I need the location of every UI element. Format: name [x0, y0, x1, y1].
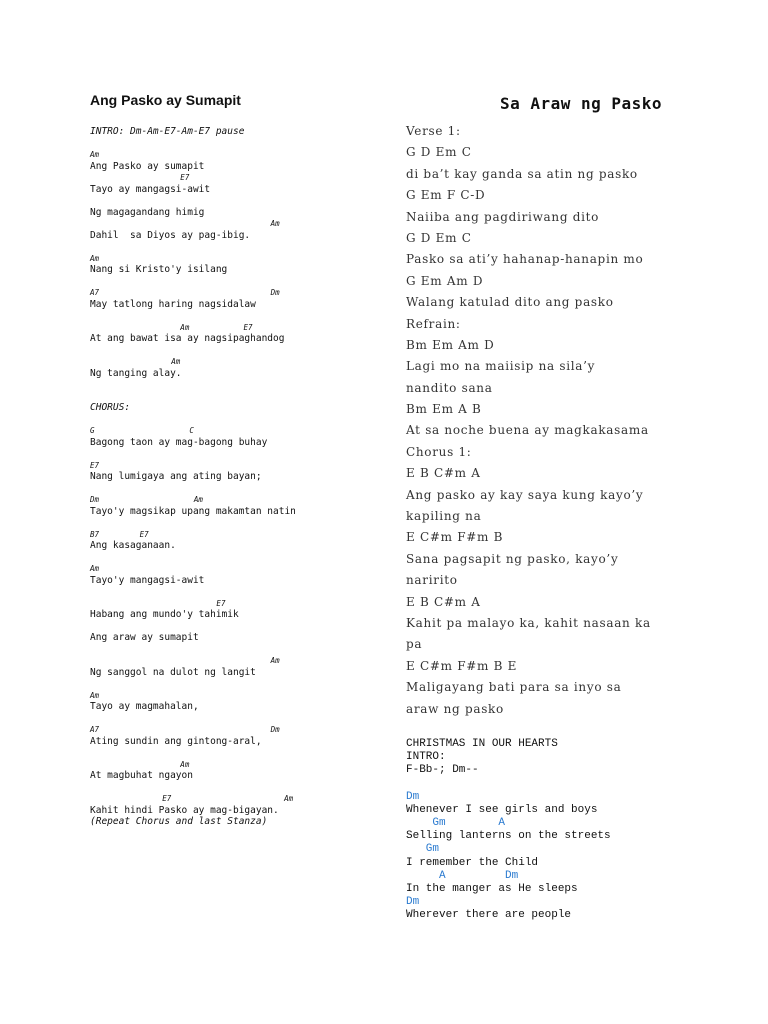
blank-line: [90, 552, 390, 564]
right-song-title: Sa Araw ng Pasko: [499, 94, 663, 113]
chord-line: E7: [90, 460, 100, 470]
blank-line: [90, 310, 390, 322]
right-song-line: Verse 1:: [406, 124, 461, 138]
right-song-column: [406, 92, 756, 923]
right-song-line: Maligayang bati para sa inyo sa: [406, 680, 622, 695]
lyric-line: INTRO:: [406, 751, 446, 764]
chord-line: Am: [90, 759, 190, 769]
lyric-line: Selling lanterns on the streets: [406, 830, 611, 843]
right-song-line: Lagi mo na maiisip na sila’y: [406, 359, 596, 374]
left-song-column: [90, 92, 390, 828]
blank-line: [90, 195, 390, 207]
blank-line: [90, 391, 390, 403]
lyric-line: Tayo'y mangagsi-awit: [90, 574, 205, 586]
blank-line: [90, 414, 390, 426]
right-song-line: naririto: [406, 573, 458, 588]
blank-line: [90, 276, 390, 288]
section-gap: [406, 720, 756, 738]
lyric-line: Dahil sa Diyos ay pag-ibig.: [90, 229, 251, 241]
chord-line: Am: [90, 150, 100, 159]
blank-line: [90, 621, 390, 633]
blank-line: [90, 138, 390, 150]
right-song-line: E B C#m A: [406, 466, 481, 481]
right-song-line: Pasko sa ati’y hahanap-hanapin mo: [406, 252, 644, 267]
lyric-line: Ating sundin ang gintong-aral,: [90, 735, 262, 747]
lyric-line: Ang araw ay sumapit: [90, 632, 199, 643]
right-song-line: Naiiba ang pagdiriwang dito: [406, 209, 600, 224]
right-song-line: G Em Am D: [406, 273, 484, 288]
blank-line: [90, 586, 390, 598]
lyric-line: Ang kasaganaan.: [90, 540, 176, 551]
chord-line: Am: [90, 219, 280, 228]
blank-line: [90, 678, 390, 690]
right-song-lines: [406, 121, 756, 720]
chord-line: Dm Am: [90, 495, 203, 504]
blank-line: [406, 778, 756, 791]
chord-line: B7 E7: [90, 529, 149, 539]
lyric-line: Ng magagandang himig: [90, 206, 205, 218]
right-song-line: G D Em C: [406, 230, 472, 245]
blank-line: [90, 644, 390, 656]
right-song-line: Kahit pa malayo ka, kahit nasaan ka: [406, 615, 651, 630]
right-song-line: G Em F C-D: [406, 188, 486, 203]
lyric-line: Tayo'y magsikap upang makamtan natin: [90, 505, 296, 517]
lyric-line: In the manger as He sleeps: [406, 883, 578, 895]
lyric-line: Kahit hindi Pasko ay mag-bigayan.: [90, 804, 279, 816]
blank-line: [90, 782, 390, 794]
chord-line: Am: [90, 564, 100, 573]
right-song-line: Chorus 1:: [406, 444, 472, 459]
left-song-lines: [90, 126, 390, 828]
right-song-line: kapiling na: [406, 509, 482, 524]
right-song-line: di ba’t kay ganda sa atin ng pasko: [406, 166, 638, 181]
blank-line: [90, 747, 390, 759]
chord-line: E7 Am: [90, 794, 294, 803]
chord-line: A7 Dm: [90, 288, 280, 297]
right-song-line: Bm Em A B: [406, 402, 482, 417]
chord-line: Gm A: [406, 817, 506, 830]
lyric-line: At magbuhat ngayon: [90, 770, 193, 781]
chord-line: A Dm: [406, 869, 519, 882]
right-song-line: At sa noche buena ay magkakasama: [406, 423, 649, 438]
lyric-line: F-Bb-; Dm--: [406, 764, 479, 777]
lyric-line: Bagong taon ay mag-bagong buhay: [90, 436, 268, 448]
chord-line: Dm: [406, 896, 420, 909]
lyric-line: Wherever there are people: [406, 909, 572, 922]
lyric-line: Ng sanggol na dulot ng langit: [90, 666, 256, 678]
right-song-line: Walang katulad dito ang pasko: [406, 295, 614, 310]
chord-line: E7: [90, 173, 190, 182]
right-song-line: Refrain:: [406, 316, 461, 331]
lyric-line: CHRISTMAS IN OUR HEARTS: [406, 737, 558, 750]
lyric-line: Nang lumigaya ang ating bayan;: [90, 471, 262, 482]
lyric-line: At ang bawat isa ay nagsipaghandog: [90, 333, 285, 344]
lyric-line: Ng tanging alay.: [90, 367, 182, 379]
right-song-line: nandito sana: [406, 380, 493, 395]
section-label: INTRO: Dm-Am-E7-Am-E7 pause: [90, 126, 245, 137]
chord-line: Gm: [406, 843, 440, 856]
lyric-line: I remember the Child: [406, 856, 539, 869]
blank-line: [90, 713, 390, 725]
chord-line: Am E7: [90, 322, 253, 332]
christmas-song-lines: [406, 738, 756, 923]
blank-line: [90, 448, 390, 460]
blank-line: [90, 483, 390, 495]
chord-line: Dm: [406, 790, 420, 803]
section-label: CHORUS:: [90, 402, 131, 413]
right-song-line: G D Em C: [406, 145, 472, 160]
right-song-line: Ang pasko ay kay saya kung kayo’y: [406, 487, 644, 502]
chord-line: G C: [90, 426, 194, 435]
lyric-line: Tayo ay mangagsi-awit: [90, 183, 211, 195]
lyric-line: Whenever I see girls and boys: [406, 803, 598, 816]
lyric-line: Ang Pasko ay sumapit: [90, 160, 205, 172]
blank-line: [90, 241, 390, 253]
right-song-line: E C#m F#m B: [406, 530, 504, 545]
right-song-line: E C#m F#m B E: [406, 658, 518, 673]
lyric-line: Nang si Kristo'y isilang: [90, 264, 228, 275]
lyric-line: May tatlong haring nagsidalaw: [90, 298, 256, 310]
right-song-line: Bm Em Am D: [406, 337, 495, 352]
chord-line: Am: [90, 357, 181, 366]
blank-line: [90, 379, 390, 391]
chord-line: Am: [90, 656, 280, 665]
right-song-line: Sana pagsapit ng pasko, kayo’y: [406, 551, 619, 566]
lyric-line: Habang ang mundo'y tahimik: [90, 609, 239, 620]
chord-line: Am: [90, 253, 100, 263]
lyric-line: Tayo ay magmahalan,: [90, 701, 199, 712]
right-song-line: araw ng pasko: [406, 701, 504, 716]
chord-line: E7: [90, 598, 226, 608]
blank-line: [90, 345, 390, 357]
section-label: (Repeat Chorus and last Stanza): [90, 816, 268, 827]
blank-line: [90, 517, 390, 529]
chord-line: A7 Dm: [90, 725, 280, 734]
chord-line: Am: [90, 690, 100, 700]
right-song-line: pa: [406, 637, 423, 652]
left-song-title: Ang Pasko ay Sumapit: [90, 92, 241, 108]
right-song-line: E B C#m A: [406, 594, 481, 609]
